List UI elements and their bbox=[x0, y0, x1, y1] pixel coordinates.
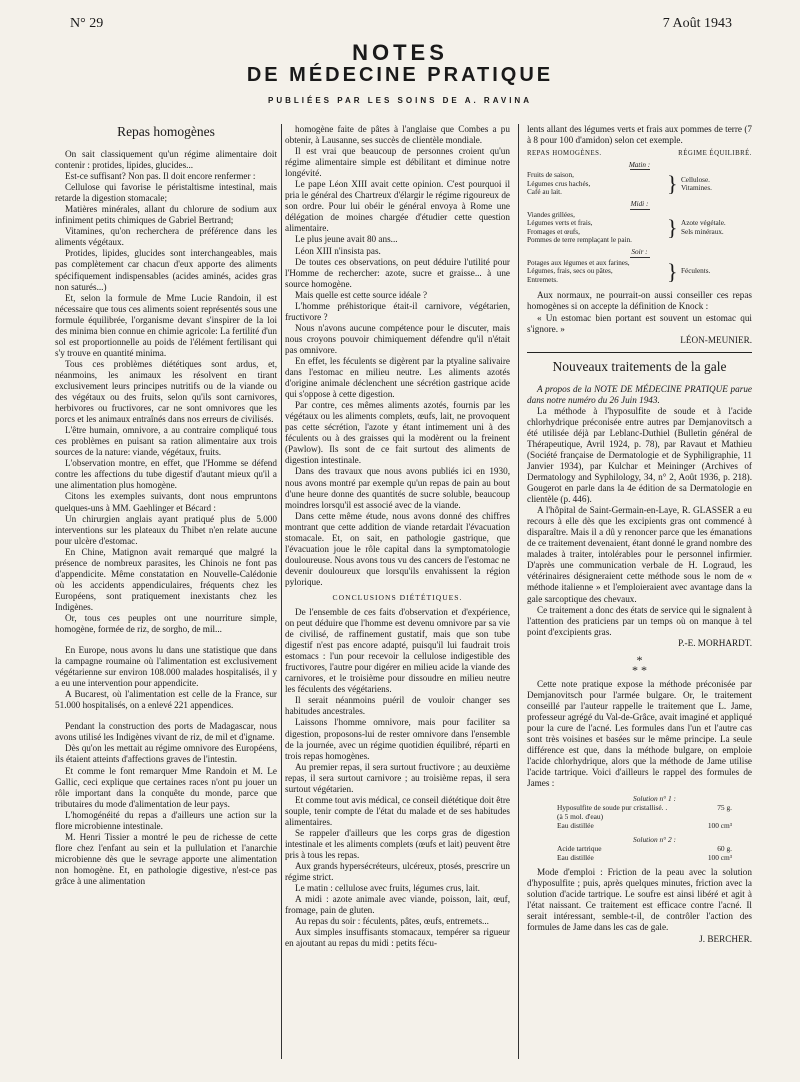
paragraph: Aux grands hypersécréteurs, ulcéreux, ptosés, prescrire un régime strict. bbox=[285, 861, 510, 883]
paragraph: Mode d'emploi : Friction de la peau avec la solution d'hyposulfite ; puis, après quelques minutes, friction avec la solution d'acide tartrique. Le soufre est ainsi libéré et agit à l'état naissant. Ce traitement est efficace contre l'acné. Il serait intéressant, semble-t-il, de contrôler l'action des formules de Jame dans les cas de gale. bbox=[527, 867, 752, 933]
meal-item: Légumes crus hachés, bbox=[527, 179, 591, 188]
ingredient-name: Acide tartrique bbox=[557, 844, 602, 854]
article-title: Nouveaux traitements de la gale bbox=[552, 358, 727, 374]
paragraph: A midi : azote animale avec viande, poisson, lait, œuf, fromage, pain de gluten. bbox=[285, 894, 510, 916]
paragraph: Le pape Léon XIII avait cette opinion. C'est pourquoi il pria le général des Chartreux d'élargir le régime rigoureux de son ordre. Pour lui obéir le général envoya à Rome une délégation de moines chargée d'étudier cette question alimentaire. bbox=[285, 179, 510, 234]
ingredient-quantity: 60 g. bbox=[717, 844, 732, 854]
meal-item: Café au lait. bbox=[527, 188, 562, 197]
brace-glyph: } bbox=[667, 214, 678, 240]
paragraph: Léon XIII n'insista pas. bbox=[295, 245, 381, 256]
paragraph: Aux normaux, ne pourrait-on aussi conseiller ces repas homogènes si on accepte la définition de Knock : bbox=[527, 290, 752, 312]
paragraph: La méthode à l'hyposulfite de soude et à l'acide chlorhydrique préconisée entre autres par Demjanovitsch a été utilisée déjà par Leblanc-Duthiel (Bulletin général de Thérapeutique, Avril 1924, p. 78), par Ravaut et Mathieu (Société française de Dermatologie et de Syphiligraphie, 11 Janvier 1934), par Kulchar et Meininger (Archives of Dermatology and Syphilology, 34, n° 2, Août 1936, p. 218). Gougerot en parle dans la 4e édition de sa Dermatologie en clientèle (p. 446). bbox=[527, 405, 752, 505]
paragraph: Protides, lipides, glucides sont interchangeables, mais pas complètement car chacun d'eux apporte des aliments spécifiquement indispensables (acides aminés, acides gras non saturés...) bbox=[55, 248, 277, 292]
paragraph: Par contre, ces mêmes aliments azotés, fournis par les végétaux ou les aliments complets, œufs, lait, ne provoquent pas cette sécrétion, l'azote y étant intimement uni à des féculents ou à des graisses qui la modèrent ou la freinent (Pawlow). Ils sont de ce fait surtout des aliments de digestion intestinale. bbox=[285, 400, 510, 466]
diet-table-header bbox=[527, 150, 752, 159]
paragraph: Tous ces problèmes diététiques sont ardus, et, néanmoins, les animaux les résolvent en tirant exclusivement leurs principes nutritifs ou de la viande ou des végétaux ou des fruits, selon qu'ils sont carnivores, herbivores ou fructivores, car ne sont omnivores que les porcs et les animaux entraînés dans nos erreurs de civilisés. bbox=[55, 358, 277, 425]
diet-col-right: RÉGIME ÉQUILIBRÉ. bbox=[678, 150, 752, 158]
formula-title: Solution n° 1 : bbox=[633, 794, 676, 804]
masthead-title-line2: DE MÉDECINE PRATIQUE bbox=[246, 64, 554, 86]
paragraph: De l'ensemble de ces faits d'observation et d'expérience, on peut déduire que l'homme est devenu omnivore par sa vie de civilisé, de raffinement gustatif, mais que son tube digestif n'est pas encore adapté, puisqu'il lui faudrait trois estomacs : l'un pour recevoir la cellulose indigestible des fructivores, l'autre pour digérer en milieu acide la viande des carnivores, et le troisième pour dissoudre en milieu neutre les féculents des végétariens. bbox=[285, 607, 510, 695]
meal-item: Légumes verts et frais, bbox=[527, 219, 593, 228]
formula-rows bbox=[557, 844, 752, 862]
paragraph: Et comme tout avis médical, ce conseil diététique doit être souple, tenir compte de l'état du malade et de ses habitudes alimentaires. bbox=[285, 794, 510, 827]
paragraph: Cette note pratique expose la méthode préconisée par Demjanovitsch pour l'armée bulgare. Or, le traitement conseillé par l'auteur rappelle le traitement que L. Jame, professeur agrégé du Val-de-Grâce, avait imaginé et appliqué pour la cure de l'acné. Les formules dans l'un et l'autre cas sont très voisines et basées sur le même principe. La seule différence est que, dans la méthode bulgare, on emploie l'acide chlorhydrique, alors que la méthode de Jame utilise l'acide tartrique. Voici d'ailleurs le rappel des formules de James : bbox=[527, 678, 752, 789]
masthead-subtitle: PUBLIÉES PAR LES SOINS DE A. RAVINA bbox=[268, 96, 532, 105]
meal-items bbox=[527, 259, 667, 285]
column-3 bbox=[527, 124, 752, 1059]
paragraph: Dès qu'on les mettait au régime omnivore des Européens, ils étaient atteints d'affections graves de l'intestin. bbox=[55, 743, 277, 765]
section-heading: CONCLUSIONS DIÉTÉTIQUES. bbox=[332, 592, 463, 602]
paragraph: L'observation montre, en effet, que l'Homme se défend contre les affections du tube digestif d'autant mieux qu'il a une alimentation plus homogène. bbox=[55, 458, 277, 491]
meal-item: Viandes grillées, bbox=[527, 210, 575, 219]
diet-row bbox=[527, 259, 752, 285]
article-body bbox=[527, 679, 752, 789]
paragraph: Ce traitement a donc des états de service qui le signalent à l'attention des praticiens par un temps où on manque à tel point d'excipients gras. bbox=[527, 604, 752, 637]
author-signature: J. BERCHER. bbox=[699, 933, 752, 944]
column-1 bbox=[55, 124, 277, 1059]
brace-glyph: } bbox=[667, 171, 678, 197]
paragraph: De toutes ces observations, on peut déduire l'utilité pour l'Homme de rechercher: azote, sucre et graisse... à une source homogène. bbox=[285, 256, 510, 289]
paragraph: A Bucarest, où l'alimentation est celle de la France, sur 51.000 hospitalisés, on a enlevé 221 appendices. bbox=[55, 689, 277, 711]
quote: « Un estomac bien portant est souvent un estomac qui s'ignore. » bbox=[527, 312, 752, 334]
meal-result-item: Vitamines. bbox=[681, 184, 712, 193]
issue-number: N° 29 bbox=[70, 16, 104, 31]
meal-item: Entremets. bbox=[527, 275, 558, 284]
ingredient-quantity: 100 cm³ bbox=[707, 821, 732, 831]
meal-items bbox=[527, 211, 667, 245]
paragraph: Pendant la construction des ports de Madagascar, nous avons utilisé les Indigènes vivant de riz, de mil et d'igname. bbox=[55, 721, 277, 743]
formula-rows bbox=[557, 803, 752, 830]
paragraph: Se rappeler d'ailleurs que les corps gras de digestion intestinale et les aliments complets (œufs et lait) peuvent être pris à tous les repas. bbox=[285, 827, 510, 861]
ingredient-name: Eau distillée bbox=[557, 821, 594, 831]
ingredient-name: Eau distillée bbox=[557, 853, 594, 863]
meal-result-item: Cellulose. bbox=[681, 175, 710, 184]
paragraph: Il serait néanmoins puéril de vouloir changer ses habitudes ancestrales. bbox=[285, 695, 510, 717]
paragraph: En Chine, Matignon avait remarqué que malgré la présence de nombreux parasites, les Chinois ne font pas d'appendicite. Même constatation en Nouvelle-Calédonie où les accidents appendiculaires, fréquents chez les Européens, sont pratiquement inexistants chez les Indigènes. bbox=[55, 546, 277, 612]
paragraph: Le plus jeune avait 80 ans... bbox=[295, 234, 398, 245]
paragraph: Est-ce suffisant? Non pas. Il doit encore renfermer : bbox=[65, 171, 256, 182]
meal-result-item: Féculents. bbox=[681, 267, 711, 276]
article-body bbox=[527, 406, 752, 638]
formula-row bbox=[557, 803, 752, 812]
paragraph: Dans cette même étude, nous avons donné des chiffres montrant que cette addition de viande retardait l'évacuation stomacale. Et, on sait, en pathologie gastrique, que l'évacuation joue le rôle capital dans la symptomatologie douloureuse. Nous avons tous vu des cancers de l'estomac ne devenir douloureux que lorsqu'ils envahissent la région pylorique. bbox=[285, 510, 510, 587]
ingredient-name: Hyposulfite de soude pur cristallisé. . bbox=[557, 803, 668, 813]
meal-item: Fromages et œufs, bbox=[527, 227, 580, 236]
meal-name: Midi : bbox=[630, 200, 649, 209]
paragraph: L'être humain, omnivore, a au contraire compliqué tous ces problèmes en puisant sa ration alimentaire aux trois sources de la nature: viande, végétaux, fruits. bbox=[55, 425, 277, 458]
paragraph: Or, tous ces peuples ont une nourriture simple, homogène, formée de riz, de sorgho, de mil... bbox=[55, 612, 277, 635]
paragraph: Le matin : cellulose avec fruits, légumes crus, lait. bbox=[295, 883, 480, 894]
meal-result bbox=[677, 219, 752, 236]
paragraph: L'homogénéité du repas a d'ailleurs une action sur la flore microbienne intestinale. bbox=[55, 809, 277, 831]
paragraph: A l'hôpital de Saint-Germain-en-Laye, R. GLASSER a eu recours à elle dès que les excipients gras ont commencé à disparaître. Mais il a dû y renoncer parce que les émanations de ce traitement devenaient, étant donné le grand nombre des malades à traiter, intolérables pour le personnel infirmier. D'après une communication verbale de H. Lograud, les vétérinaires désigneraient cette méthode sous le nom de « méthode italienne » et l'emploieraient avec avantage dans la gale sarcoptique des chevaux. bbox=[527, 505, 752, 604]
formula-row bbox=[557, 853, 752, 862]
meal-item: Potages aux légumes et aux farines, bbox=[527, 258, 630, 267]
meal-rule bbox=[630, 169, 650, 170]
meal-item: Pommes de terre remplaçant le pain. bbox=[527, 236, 632, 245]
diet-col-left: REPAS HOMOGÈNES. bbox=[527, 150, 602, 158]
meal-result-item: Azote végétale. bbox=[681, 219, 726, 228]
paragraph: En effet, les féculents se digèrent par la ptyaline salivaire dans l'estomac en milieu neutre. Les aliments azotés d'origine animale déclenchent une sécrétion gastrique acide qui s'oppose à cette digestion. bbox=[285, 355, 510, 400]
paragraph: Matières minérales, allant du chlorure de sodium aux infiniment petits chimiques de Gabriel Bertrand; bbox=[55, 204, 277, 226]
paragraph: Laissons l'homme omnivore, mais pour faciliter sa digestion, proposons-lui de rester omnivore dans l'ensemble de la journée, avec un régime quotidien équilibré, réparti en trois repas homogènes. bbox=[285, 717, 510, 761]
article-body bbox=[285, 607, 510, 949]
paragraph: Dans des travaux que nous avons publiés ici en 1930, nous avons montré par exemple qu'un repas de pain au bout d'une heure donne des quantités de sucre soluble, beaucoup moindres lorsqu'il est associé avec de la viande. bbox=[285, 466, 510, 510]
column-2 bbox=[285, 124, 510, 1054]
diet-rows bbox=[527, 161, 752, 285]
meal-result-item: Sels minéraux. bbox=[681, 227, 724, 236]
formula-row bbox=[557, 844, 752, 853]
paragraph: L'homme préhistorique était-il carnivore, végétarien, fructivore ? bbox=[285, 300, 510, 322]
meal-result bbox=[677, 267, 752, 276]
ingredient-name: (à 5 mol. d'eau) bbox=[557, 812, 604, 822]
meal-item: Fruits de saison, bbox=[527, 171, 574, 180]
meal-item: Légumes, frais, secs ou pâtes, bbox=[527, 267, 613, 276]
paragraph: Citons les exemples suivants, dont nous empruntons quelques-uns à MM. Gaehlinger et Bécard : bbox=[55, 491, 277, 513]
formula-row bbox=[557, 812, 752, 821]
ingredient-quantity: 100 cm³ bbox=[707, 853, 732, 863]
star-glyph: * bbox=[636, 652, 643, 667]
paragraph: Il est vrai que beaucoup de personnes croient qu'un régime alimentaire simple est débilitant et diminue notre longévité. bbox=[285, 146, 510, 179]
column-divider bbox=[281, 124, 282, 1059]
paragraph: Au premier repas, il sera surtout fructivore ; au deuxième repas, il sera surtout carnivore ; au troisième repas, il sera surtout végétarien. bbox=[285, 761, 510, 794]
paragraph: Et comme le font remarquer Mme Randoin et M. Le Gallic, ceci explique que certaines races n'ont pu jouer un rôle important dans la conquête du monde, parce que tributaires du mode d'alimentation de leur pays. bbox=[55, 765, 277, 809]
brace-glyph: } bbox=[667, 258, 678, 284]
meal-rule bbox=[630, 209, 650, 210]
paragraph: Cellulose qui favorise le péristaltisme intestinal, mais retarde la digestion stomacale; bbox=[55, 182, 277, 204]
meal-result bbox=[677, 176, 752, 193]
paragraph: Au repas du soir : féculents, pâtes, œufs, entremets... bbox=[295, 916, 489, 927]
meal-items bbox=[527, 171, 667, 197]
article-title: Repas homogènes bbox=[117, 124, 215, 139]
paragraph: Nous n'avons aucune compétence pour le discuter, mais nous croyons pouvoir chimiquement défendre qu'il n'était pas omnivore. bbox=[285, 322, 510, 355]
meal-rule bbox=[630, 257, 650, 258]
paragraph: Un chirurgien anglais ayant pratiqué plus de 5.000 interventions sur les plateaux du Thibet n'en relate aucune pour ulcère d'estomac. bbox=[55, 513, 277, 546]
diet-table bbox=[527, 150, 752, 284]
paragraph: Et, selon la formule de Mme Lucie Randoin, il est nécessaire que tous ces aliments soient représentés sous une formule équilibrée, l'organisme devant s'inspirer de la loi des minima bien connue en chimie agricole: La fertilité d'un sol est proportionnelle au poids de l'élément fertilisant qui s'y trouve en quantité minima. bbox=[55, 292, 277, 358]
paragraph: On sait classiquement qu'un régime alimentaire doit contenir : protides, lipides, glucides... bbox=[55, 149, 277, 171]
article-body bbox=[55, 149, 277, 887]
diet-row bbox=[527, 171, 752, 197]
formula-row bbox=[557, 821, 752, 830]
paragraph: M. Henri Tissier a montré le peu de richesse de cette flore chez l'enfant au sein et la pullulation et l'anarchie microbienne dès que le sevrage apporte une alimentation non homogène. Et, en pathologie digestive, n'est-ce pas grâce à une alimentation bbox=[55, 831, 277, 886]
article-intro: A propos de la NOTE DE MÉDECINE PRATIQUE parue dans notre numéro du 26 Juin 1943. bbox=[527, 383, 752, 405]
section-stars bbox=[527, 652, 752, 677]
meal-name: Soir : bbox=[631, 248, 648, 257]
masthead-title-line1: NOTES bbox=[352, 40, 448, 65]
diet-row bbox=[527, 211, 752, 245]
formula-solution-2 bbox=[557, 835, 752, 862]
paragraph: lents allant des légumes verts et frais aux pommes de terre (7 à 8 pour 100 d'amidon) selon cet exemple. bbox=[527, 124, 752, 146]
issue-date: 7 Août 1943 bbox=[662, 16, 732, 31]
section-rule bbox=[527, 352, 752, 353]
formula-solution-1 bbox=[557, 794, 752, 830]
star-glyph: * * bbox=[632, 662, 647, 677]
author-signature: P.-E. MORHARDT. bbox=[678, 637, 752, 648]
ingredient-quantity: 75 g. bbox=[717, 803, 732, 813]
paragraph: Aux simples insuffisants stomacaux, tempérer sa rigueur en ajoutant au repas du midi : petits fécu- bbox=[285, 927, 510, 949]
author-signature: LÉON-MEUNIER. bbox=[680, 334, 752, 345]
paragraph: En Europe, nous avons lu dans une statistique que dans la campagne roumaine où l'alimentation est exclusivement végétarienne sur environ 108.000 malades hospitalisés, il y a eu une intervention pour appendicite. bbox=[55, 645, 277, 689]
article-body bbox=[285, 124, 510, 588]
formula-title: Solution n° 2 : bbox=[633, 835, 676, 845]
paragraph: Mais quelle est cette source idéale ? bbox=[295, 289, 428, 300]
column-divider bbox=[518, 124, 519, 1059]
paragraph: homogène faite de pâtes à l'anglaise que Combes a pu obtenir, à Lausanne, ses succès de clientèle mondiale. bbox=[285, 124, 510, 146]
paragraph: Vitamines, qu'on recherchera de préférence dans les aliments végétaux. bbox=[55, 226, 277, 248]
meal-name: Matin : bbox=[628, 160, 651, 169]
